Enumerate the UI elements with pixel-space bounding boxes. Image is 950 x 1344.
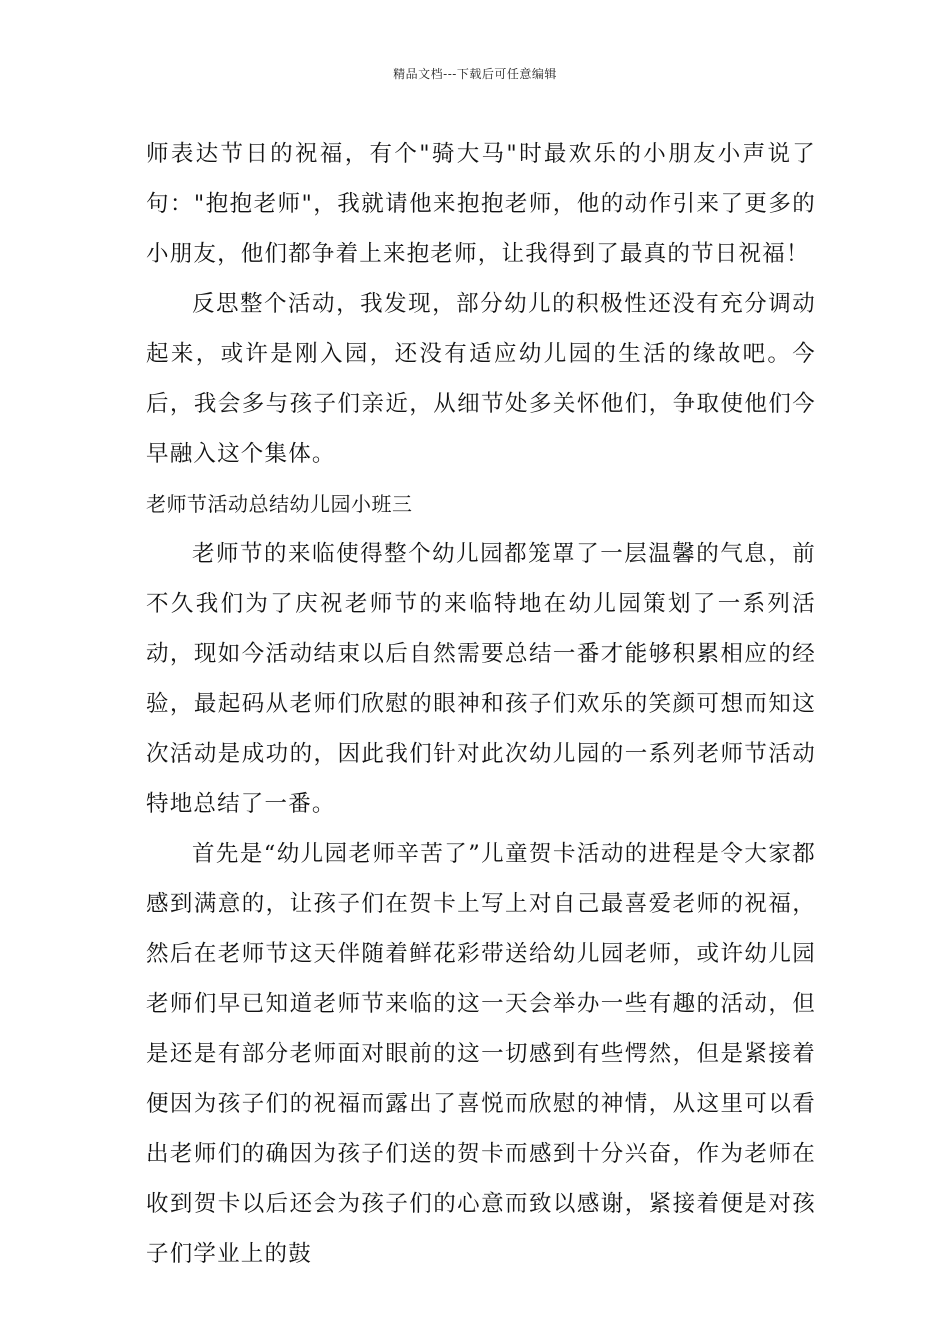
paragraph-greeting-cards: 首先是“幼儿园老师辛苦了”儿童贺卡活动的进程是令大家都感到满意的，让孩子们在贺卡上写上对自己最喜爱老师的祝福，然后在老师节这天伴随着鲜花彩带送给幼儿园老师，或许幼儿园老师们早已知道老师节来临的这一天会举办一些有趣的活动，但是还是有部分老师面对眼前的这一切感到有些愕然，但是紧接着便因为孩子们的祝福而露出了喜悦而欣慰的神情，从这里可以看出老师们的确因为孩子们送的贺卡而感到十分兴奋，作为老师在收到贺卡以后还会为孩子们的心意而致以感谢，紧接着便是对孩子们学业上的鼓 bbox=[146, 841, 816, 1267]
document-body bbox=[146, 129, 816, 1279]
paragraph-intro: 老师节的来临使得整个幼儿园都笼罩了一层温馨的气息，前不久我们为了庆祝老师节的来临特地在幼儿园策划了一系列活动，现如今活动结束以后自然需要总结一番才能够积累相应的经验，最起码从老师们欣慰的眼神和孩子们欢乐的笑颜可想而知这次活动是成功的，因此我们针对此次幼儿园的一系列老师节活动特地总结了一番。 bbox=[146, 541, 816, 817]
paragraph-reflection: 反思整个活动，我发现，部分幼儿的积极性还没有充分调动起来，或许是刚入园，还没有适应幼儿园的生活的缘故吧。今后，我会多与孩子们亲近，从细节处多关怀他们，争取使他们今早融入这个集体。 bbox=[146, 291, 816, 467]
section-heading: 老师节活动总结幼儿园小班三 bbox=[146, 492, 413, 516]
paragraph-continuation: 师表达节日的祝福，有个"骑大马"时最欢乐的小朋友小声说了句："抱抱老师"，我就请他来抱抱老师，他的动作引来了更多的小朋友，他们都争着上来抱老师，让我得到了最真的节日祝福！ bbox=[146, 141, 816, 267]
page-header: 精品文档---下载后可任意编辑 bbox=[393, 67, 557, 81]
